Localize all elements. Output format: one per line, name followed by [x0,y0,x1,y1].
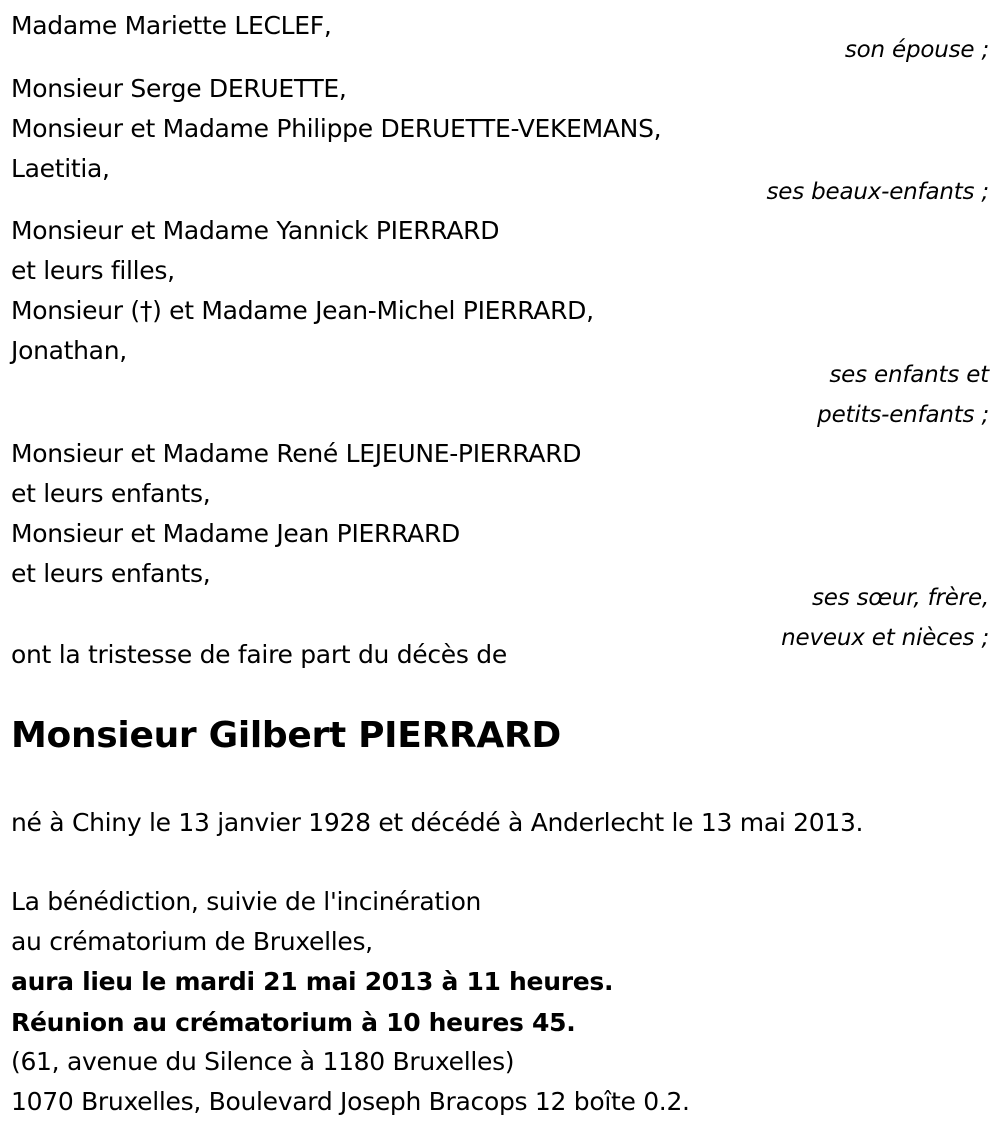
relation-children: petits-enfants ; [817,402,989,428]
stepchild-line: Monsieur et Madame Philippe DERUETTE-VEKEMANS, [11,114,662,143]
contact-address: 1070 Bruxelles, Boulevard Joseph Bracops 12 boîte 0.2. [11,1087,690,1116]
child-line: et leurs filles, [11,256,175,285]
relation-spouse: son épouse ; [844,37,989,63]
relation-siblings: neveux et nièces ; [781,625,989,651]
crematorium-address: (61, avenue du Silence à 1180 Bruxelles) [11,1047,515,1076]
relation-children: ses enfants et [829,362,989,388]
sibling-line: et leurs enfants, [11,479,211,508]
relation-stepchildren: ses beaux-enfants ; [766,179,989,205]
ceremony-line: La bénédiction, suivie de l'incinération [11,887,482,916]
stepchild-line: Laetitia, [11,154,110,183]
ceremony-line: au crématorium de Bruxelles, [11,927,373,956]
sibling-line: et leurs enfants, [11,559,211,588]
birth-death-line: né à Chiny le 13 janvier 1928 et décédé à Anderlecht le 13 mai 2013. [11,808,864,837]
spouse-line: Madame Mariette LECLEF, [11,11,332,40]
sibling-line: Monsieur et Madame René LEJEUNE-PIERRARD [11,439,582,468]
announcement-text: ont la tristesse de faire part du décès de [11,640,507,669]
deceased-name: Monsieur Gilbert PIERRARD [11,715,561,756]
sibling-line: Monsieur et Madame Jean PIERRARD [11,519,460,548]
ceremony-meeting: Réunion au crématorium à 10 heures 45. [11,1008,576,1037]
child-line: Monsieur (†) et Madame Jean-Michel PIERRARD, [11,296,594,325]
child-line: Jonathan, [11,336,127,365]
ceremony-date: aura lieu le mardi 21 mai 2013 à 11 heures. [11,967,614,996]
relation-siblings: ses sœur, frère, [811,585,989,611]
stepchild-line: Monsieur Serge DERUETTE, [11,74,347,103]
child-line: Monsieur et Madame Yannick PIERRARD [11,216,500,245]
